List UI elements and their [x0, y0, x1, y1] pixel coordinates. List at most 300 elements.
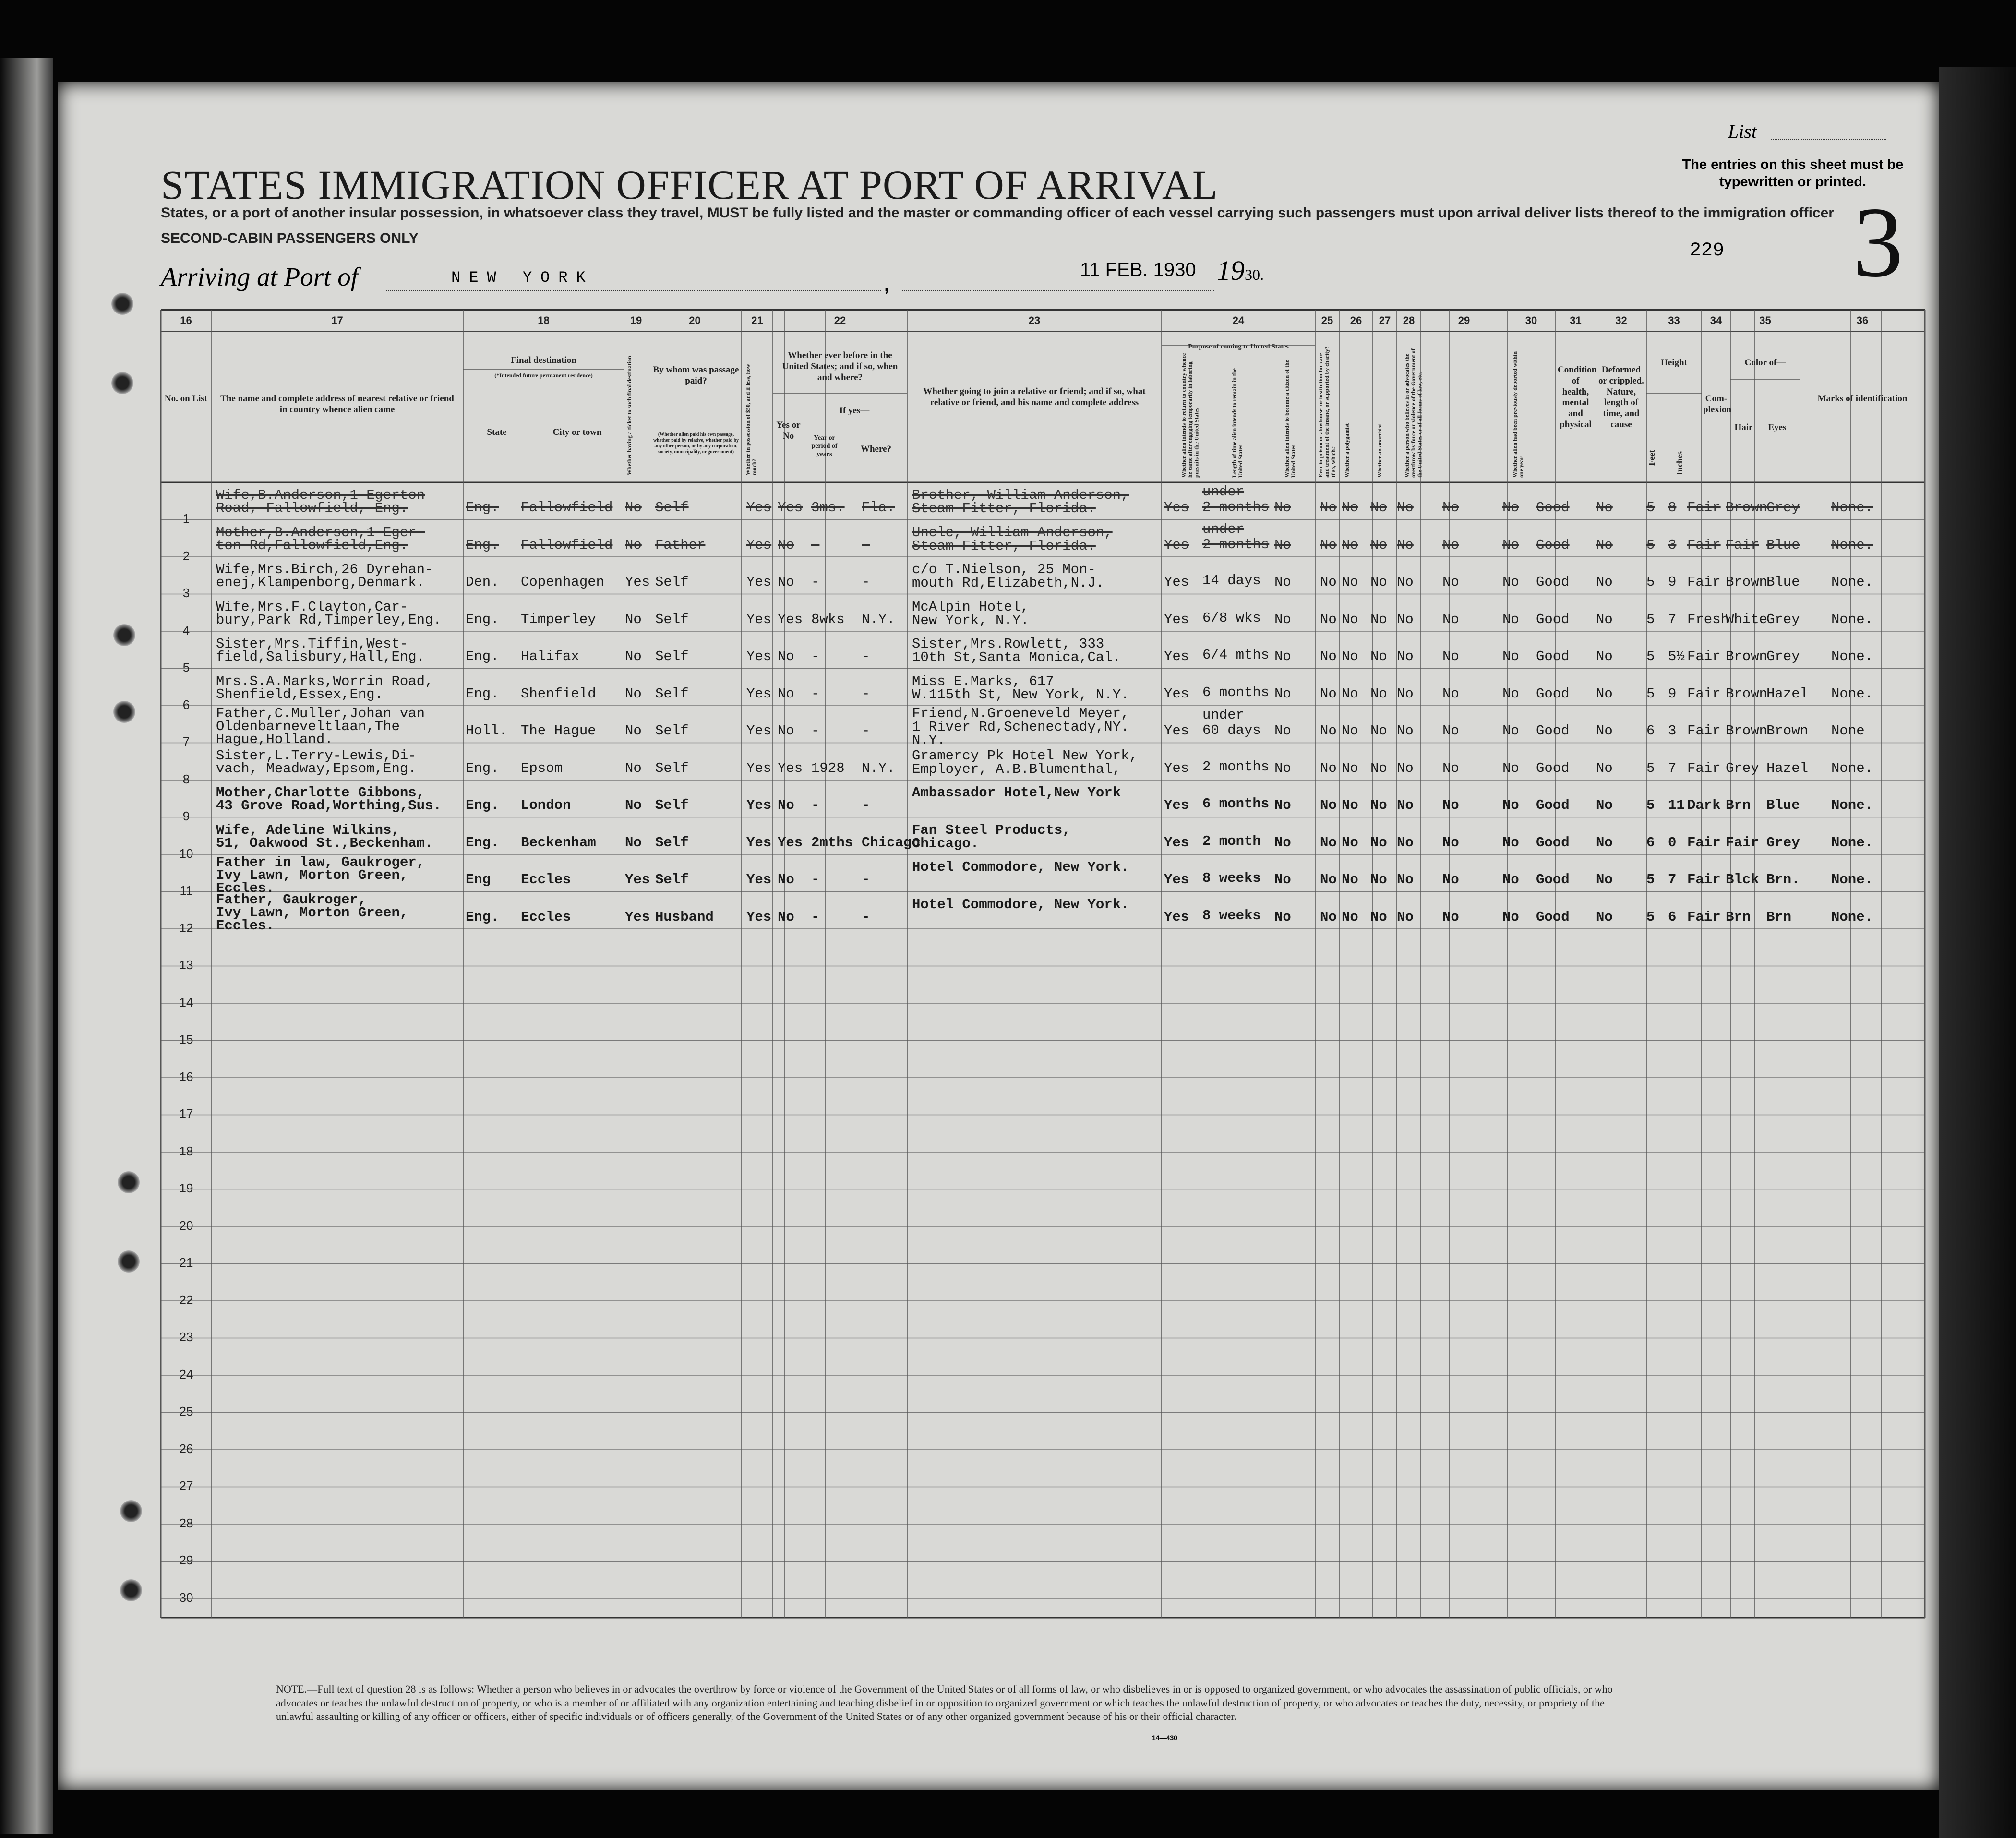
cell-before: No — [778, 723, 794, 739]
length-of-stay: 2 month — [1202, 833, 1261, 849]
row-number: 25 — [179, 1404, 193, 1418]
cell-complexion: Fair — [1687, 537, 1721, 553]
length-of-stay: 2 months — [1202, 499, 1270, 515]
cell-polygamist: No — [1342, 909, 1358, 925]
cell-citizen: No — [1274, 797, 1291, 813]
relative-line: Mother,Charlotte Gibbons, — [216, 785, 425, 801]
cell-inches: 7 — [1668, 872, 1677, 888]
cell-inches: 3 — [1668, 723, 1677, 739]
cell-coming: No — [1442, 537, 1459, 553]
cell-where: N.Y. — [862, 611, 895, 627]
length-of-stay: 8 weeks — [1202, 907, 1261, 924]
header-if-yes: If yes— — [839, 406, 870, 416]
cell-overthrow: No — [1397, 611, 1414, 627]
length-of-stay: 2 months — [1202, 758, 1270, 775]
cell-complexion: Fair — [1687, 872, 1721, 888]
row-number: 15 — [179, 1032, 193, 1046]
cell-polygamist: No — [1342, 574, 1358, 590]
list-note: The entries on this sheet must be typewritten or printed. — [1682, 157, 1904, 190]
cell-purpose: Yes — [1164, 500, 1189, 516]
header-instructions: States, or a port of another insular possession, in whatsoever class they travel, MUST be fully listed and the master or commanding officer of each vessel carrying such passengers must upon arrival deliver lists thereof to the immigration officer — [161, 205, 1834, 221]
relative-line: Road, Fallowfield, Eng. — [216, 500, 408, 516]
cell-anarchist: No — [1370, 834, 1387, 851]
cell-years: 8wks — [811, 611, 845, 627]
cell-marks: None. — [1831, 649, 1873, 664]
cell-coming: No — [1442, 685, 1459, 702]
list-label: List — [1728, 120, 1757, 142]
cell-health: Good — [1536, 723, 1570, 739]
cell-complexion: Fair — [1687, 685, 1721, 702]
cell-health: Good — [1536, 649, 1570, 664]
cell-anarchist: No — [1370, 537, 1387, 553]
cell-state: Eng. — [466, 649, 499, 664]
join-line: Friend,N.Groeneveld Meyer, — [912, 706, 1129, 721]
cell-ticket: Yes — [625, 574, 650, 590]
join-line: McAlpin Hotel, — [912, 599, 1029, 615]
cell-polygamist: No — [1342, 685, 1358, 702]
row-number: 18 — [179, 1143, 193, 1158]
relative-line: Wife,B.Anderson,1 Egerton — [216, 487, 425, 503]
cell-anarchist: No — [1370, 500, 1387, 516]
cell-ticket: Yes — [625, 872, 650, 888]
header-where: Where? — [860, 444, 892, 454]
row-number: 2 — [182, 548, 190, 563]
relative-line: vach, Meadway,Epsom,Eng. — [216, 760, 417, 777]
column-number: 23 — [1028, 314, 1041, 326]
relative-line: Oldenbarneveltlaan,The — [216, 719, 400, 734]
cell-years: - — [811, 574, 820, 590]
cell-marks: None. — [1831, 872, 1873, 888]
row-number: 21 — [179, 1255, 193, 1270]
cell-prison: No — [1320, 760, 1337, 776]
cell-city: The Hague — [521, 723, 596, 739]
cell-citizen: No — [1274, 574, 1291, 590]
cell-state: Eng. — [466, 760, 499, 776]
header-ticket: Whether having a ticket to such final destination — [626, 356, 633, 475]
footer-note: NOTE.—Full text of question 28 is as follows: Whether a person who believes in or advocates the overthrow by force or violence of the Government of the United States or of all forms of law, or who disbelieves in or is opposed to organized government, or who advocates the assassination of public officials, or who advocates or teaches the unlawful destruction of property, or who is a member of or affiliated with any organization entertaining and teaching disbelief in or opposition to organized government or which teaches the unlawful destruction of property, or who advocates or teaches the duty, necessity, or propriety of the unlawful assaulting or killing of any officer or officers, either of specific individuals or of officers generally, of the Government of the United States or of any other organized government because of his or their official character. — [276, 1683, 1613, 1723]
cell-years: 1928 — [811, 760, 845, 776]
cell-state: Eng. — [466, 500, 499, 516]
cell-complexion: Fair — [1687, 909, 1721, 925]
cell-deported: No — [1502, 574, 1519, 590]
cell-possession: Yes — [746, 611, 772, 627]
cell-years: - — [811, 723, 820, 739]
cell-anarchist: No — [1370, 760, 1387, 776]
cell-inches: 7 — [1668, 760, 1677, 776]
cell-years: - — [811, 537, 820, 553]
cell-paid: Self — [655, 723, 689, 739]
cell-prison: No — [1320, 685, 1337, 702]
cell-feet: 5 — [1646, 760, 1655, 776]
join-line: c/o T.Nielson, 25 Mon- — [912, 562, 1096, 577]
row-number: 17 — [179, 1106, 193, 1121]
cell-paid: Self — [655, 760, 689, 776]
cell-hair: Brown — [1726, 723, 1768, 739]
cell-hair: Brown — [1726, 500, 1768, 516]
cell-citizen: No — [1274, 909, 1291, 925]
cell-purpose: Yes — [1164, 909, 1189, 925]
cell-hair: Fair — [1726, 537, 1759, 553]
cell-anarchist: No — [1370, 909, 1387, 925]
page-title: STATES IMMIGRATION OFFICER AT PORT OF ARRIVAL — [161, 162, 1218, 208]
cell-deported: No — [1502, 909, 1519, 925]
cell-purpose: Yes — [1164, 537, 1189, 553]
cell-before: No — [778, 685, 794, 702]
join-line: Brother, William Anderson, — [912, 487, 1129, 503]
cell-marks: None. — [1831, 797, 1873, 813]
cell-state: Eng — [466, 872, 491, 888]
cell-marks: None. — [1831, 611, 1873, 627]
cell-complexion: Fair — [1687, 500, 1721, 516]
cell-feet: 5 — [1646, 872, 1655, 888]
cell-where: - — [862, 574, 870, 590]
column-number: 25 — [1321, 314, 1333, 326]
header-health: Condition of health, mental and physical — [1558, 365, 1597, 430]
cell-hair: Blck — [1726, 872, 1759, 888]
cell-eyes: Grey — [1766, 834, 1800, 851]
cell-city: Fallowfield — [521, 537, 613, 553]
cell-eyes: Grey — [1766, 611, 1800, 627]
header-marks: Marks of identification — [1817, 394, 1908, 404]
cell-health: Good — [1536, 500, 1570, 516]
relative-line: 43 Grove Road,Worthing,Sus. — [216, 798, 442, 814]
row-number: 16 — [179, 1069, 193, 1084]
cell-purpose: Yes — [1164, 834, 1189, 851]
cell-complexion: Fresh — [1687, 611, 1729, 627]
cell-state: Eng. — [466, 797, 499, 813]
cell-deformed: No — [1596, 537, 1613, 553]
cell-paid: Husband — [655, 909, 714, 925]
cell-prison: No — [1320, 909, 1337, 925]
cell-prison: No — [1320, 649, 1337, 664]
cell-before: No — [778, 537, 794, 553]
cell-inches: 7 — [1668, 611, 1677, 627]
column-number: 31 — [1570, 314, 1582, 326]
cell-polygamist: No — [1342, 649, 1358, 664]
column-number: 24 — [1232, 314, 1245, 326]
cell-feet: 5 — [1646, 797, 1655, 813]
cell-state: Eng. — [466, 537, 499, 553]
cell-eyes: Blue — [1766, 537, 1800, 553]
cell-anarchist: No — [1370, 872, 1387, 888]
cell-where: - — [862, 537, 870, 553]
cell-complexion: Fair — [1687, 649, 1721, 664]
cell-state: Eng. — [466, 611, 499, 627]
cell-possession: Yes — [746, 649, 772, 664]
cell-hair: Brown — [1726, 649, 1768, 664]
column-number: 18 — [538, 314, 550, 326]
cell-marks: None. — [1831, 760, 1873, 776]
cell-deported: No — [1502, 834, 1519, 851]
cell-complexion: Fair — [1687, 760, 1721, 776]
cell-anarchist: No — [1370, 685, 1387, 702]
cell-inches: 0 — [1668, 834, 1677, 851]
cell-polygamist: No — [1342, 834, 1358, 851]
cell-years: 2mths — [811, 834, 853, 851]
cell-years: - — [811, 649, 820, 664]
cell-overthrow: No — [1397, 537, 1414, 553]
relative-line: Ivy Lawn, Morton Green, — [216, 867, 408, 883]
cell-possession: Yes — [746, 537, 772, 553]
length-of-stay: 2 months — [1202, 536, 1270, 553]
row-number: 14 — [179, 995, 193, 1009]
cell-where: - — [862, 723, 870, 739]
cell-state: Holl. — [466, 723, 508, 739]
cell-health: Good — [1536, 685, 1570, 702]
row-number: 29 — [179, 1553, 193, 1567]
cell-before: No — [778, 872, 794, 888]
cell-before: Yes — [778, 500, 803, 516]
year-prefix: 19 — [1217, 255, 1245, 286]
comma: , — [883, 269, 890, 296]
row-number: 27 — [179, 1478, 193, 1493]
cell-citizen: No — [1274, 760, 1291, 776]
cell-possession: Yes — [746, 685, 772, 702]
join-line: 1 River Rd,Schenectady,NY. — [912, 719, 1129, 735]
cell-deformed: No — [1596, 834, 1613, 851]
header-question — [1438, 346, 1461, 478]
cell-marks: None. — [1831, 834, 1873, 851]
cell-coming: No — [1442, 500, 1459, 516]
length-of-stay: 60 days — [1202, 722, 1261, 738]
cell-inches: 9 — [1668, 685, 1677, 702]
cell-inches: 11 — [1668, 797, 1685, 813]
cell-paid: Self — [655, 685, 689, 702]
cell-feet: 6 — [1646, 834, 1655, 851]
cell-deported: No — [1502, 649, 1519, 664]
cell-coming: No — [1442, 872, 1459, 888]
cell-polygamist: No — [1342, 760, 1358, 776]
cell-coming: No — [1442, 611, 1459, 627]
join-line: Fan Steel Products, — [912, 822, 1071, 838]
cell-prison: No — [1320, 537, 1337, 553]
cell-anarchist: No — [1370, 723, 1387, 739]
header-height: Height — [1661, 358, 1687, 368]
cell-prison: No — [1320, 797, 1337, 813]
cell-purpose: Yes — [1164, 797, 1189, 813]
row-number: 1 — [182, 511, 190, 526]
cell-deported: No — [1502, 797, 1519, 813]
cell-ticket: No — [625, 537, 642, 553]
cell-anarchist: No — [1370, 797, 1387, 813]
cell-marks: None. — [1831, 537, 1873, 553]
row-number: 23 — [179, 1330, 193, 1344]
column-number: 29 — [1458, 314, 1470, 326]
cell-overthrow: No — [1397, 797, 1414, 813]
cell-polygamist: No — [1342, 723, 1358, 739]
cell-coming: No — [1442, 760, 1459, 776]
cell-deported: No — [1502, 760, 1519, 776]
cell-deformed: No — [1596, 611, 1613, 627]
column-number: 32 — [1615, 314, 1627, 326]
cell-citizen: No — [1274, 500, 1291, 516]
cell-before: No — [778, 574, 794, 590]
cell-eyes: Grey — [1766, 649, 1800, 664]
cell-state: Den. — [466, 574, 499, 590]
row-number: 10 — [179, 846, 193, 861]
cell-where: N.Y. — [862, 760, 895, 776]
cell-feet: 5 — [1646, 909, 1655, 925]
cell-paid: Self — [655, 500, 689, 516]
cell-complexion: Fair — [1687, 834, 1721, 851]
header-color-of: Color of— — [1744, 358, 1786, 368]
cell-paid: Self — [655, 611, 689, 627]
cell-where: - — [862, 909, 870, 925]
cell-purpose: Yes — [1164, 872, 1189, 888]
cell-possession: Yes — [746, 760, 772, 776]
cell-health: Good — [1536, 574, 1570, 590]
cell-deported: No — [1502, 872, 1519, 888]
cell-coming: No — [1442, 649, 1459, 664]
cell-overthrow: No — [1397, 872, 1414, 888]
join-line: 10th St,Santa Monica,Cal. — [912, 649, 1121, 665]
cell-ticket: No — [625, 611, 642, 627]
row-number: 24 — [179, 1367, 193, 1382]
join-line: Chicago. — [912, 835, 979, 852]
cell-paid: Self — [655, 834, 689, 851]
cell-where: - — [862, 685, 870, 702]
cell-before: Yes — [778, 611, 803, 627]
join-line: New York, N.Y. — [912, 612, 1029, 628]
cell-marks: None. — [1831, 500, 1873, 516]
cell-inches: 9 — [1668, 574, 1677, 590]
cell-before: Yes — [778, 834, 803, 851]
cell-coming: No — [1442, 574, 1459, 590]
column-number: 22 — [834, 314, 846, 326]
cell-overthrow: No — [1397, 500, 1414, 516]
cell-deformed: No — [1596, 685, 1613, 702]
cell-marks: None — [1831, 723, 1865, 739]
relative-line: Father,C.Muller,Johan van — [216, 706, 425, 721]
port-value: NEW YORK — [451, 269, 594, 287]
passenger-class: SECOND-CABIN PASSENGERS ONLY — [161, 230, 419, 246]
cell-overthrow: No — [1397, 649, 1414, 664]
cell-city: London — [521, 797, 571, 813]
cell-feet: 5 — [1646, 500, 1655, 516]
header-eyes: Eyes — [1768, 422, 1787, 432]
row-number: 6 — [182, 697, 190, 712]
row-number: 19 — [179, 1181, 193, 1195]
cell-polygamist: No — [1342, 500, 1358, 516]
cell-hair: White — [1726, 611, 1768, 627]
header-before-us: Whether ever before in the United States; and if so, when and where? — [782, 350, 898, 383]
cell-citizen: No — [1274, 649, 1291, 664]
cell-health: Good — [1536, 797, 1570, 813]
column-number: 28 — [1403, 314, 1415, 326]
cell-deported: No — [1502, 500, 1519, 516]
column-number: 20 — [689, 314, 701, 326]
header-possession: Whether in possession of $50, and if less, how much? — [744, 364, 758, 475]
row-number: 3 — [182, 586, 190, 600]
join-line: Sister,Mrs.Rowlett, 333 — [912, 636, 1104, 652]
cell-ticket: No — [625, 760, 642, 776]
cell-before: No — [778, 909, 794, 925]
cell-before: Yes — [778, 760, 803, 776]
cell-feet: 5 — [1646, 537, 1655, 553]
header-question: Whether a polygamist — [1344, 423, 1350, 478]
length-of-stay: 14 days — [1202, 573, 1261, 589]
header-yes-no: Yes or No — [776, 420, 801, 441]
cell-deported: No — [1502, 723, 1519, 739]
header-join-relative: Whether going to join a relative or friend; and if so, what relative or friend, and his name and complete address — [923, 386, 1146, 408]
cell-possession: Yes — [746, 574, 772, 590]
relative-line: Hague,Holland. — [216, 732, 333, 747]
cell-where: - — [862, 872, 870, 888]
cell-citizen: No — [1274, 834, 1291, 851]
cell-anarchist: No — [1370, 649, 1387, 664]
cell-deformed: No — [1596, 797, 1613, 813]
cell-complexion: Fair — [1687, 574, 1721, 590]
column-number: 36 — [1856, 314, 1869, 326]
cell-hair: Brn — [1726, 797, 1751, 813]
header-purpose: Purpose of coming to United States — [1188, 343, 1289, 350]
page-code: 229 — [1690, 240, 1725, 262]
cell-deformed: No — [1596, 909, 1613, 925]
header-city: City or town — [552, 427, 602, 437]
date-stamp: 11 FEB. 1930 — [1080, 259, 1196, 280]
cell-coming: No — [1442, 797, 1459, 813]
cell-hair: Brown — [1726, 574, 1768, 590]
cell-health: Good — [1536, 760, 1570, 776]
cell-where: Fla. — [862, 500, 895, 516]
cell-coming: No — [1442, 909, 1459, 925]
relative-line: Sister,L.Terry-Lewis,Di- — [216, 747, 417, 764]
header-final-destination: Final destination — [511, 355, 576, 365]
column-number: 33 — [1668, 314, 1680, 326]
cell-hair: Fair — [1726, 834, 1759, 851]
cell-health: Good — [1536, 909, 1570, 925]
cell-where: - — [862, 797, 870, 813]
relative-line: Eccles. — [216, 917, 275, 934]
header-purpose-sub: Length of time alien intends to remain in the United States — [1231, 368, 1244, 478]
row-number: 28 — [179, 1515, 193, 1530]
cell-polygamist: No — [1342, 537, 1358, 553]
cell-city: Epsom — [521, 760, 563, 776]
cell-complexion: Dark — [1687, 797, 1721, 813]
cell-eyes: Grey — [1766, 500, 1800, 516]
relative-line: bury,Park Rd,Timperley,Eng. — [216, 612, 442, 628]
length-of-stay: 6/8 wks — [1202, 610, 1261, 626]
cell-eyes: Brown — [1766, 723, 1809, 739]
arriving-label: Arriving at Port of — [161, 262, 358, 291]
join-line: Steam Fitter, Florida. — [912, 538, 1096, 554]
year-suffix: 30. — [1245, 266, 1264, 283]
header-no-on-list: No. on List — [164, 394, 208, 404]
cell-purpose: Yes — [1164, 649, 1189, 664]
relative-line: Mrs.S.A.Marks,Worrin Road, — [216, 673, 433, 689]
row-number: 5 — [182, 660, 190, 674]
header-passage: By whom was passage paid? — [653, 365, 739, 386]
cell-ticket: No — [625, 797, 642, 813]
cell-purpose: Yes — [1164, 760, 1189, 776]
header-year-period: Year or period of years — [811, 434, 838, 458]
cell-city: Eccles — [521, 872, 571, 888]
cell-eyes: Hazel — [1766, 685, 1809, 702]
relative-line: Father, Gaukroger, — [216, 891, 367, 908]
cell-citizen: No — [1274, 611, 1291, 627]
cell-possession: Yes — [746, 909, 772, 925]
column-number: 30 — [1525, 314, 1537, 326]
cell-city: Timperley — [521, 611, 596, 627]
cell-inches: 3 — [1668, 537, 1677, 553]
row-number: 8 — [182, 771, 190, 786]
join-line: Uncle, William Anderson, — [912, 524, 1113, 541]
cell-eyes: Hazel — [1766, 760, 1809, 776]
header-nearest-relative: The name and complete address of nearest relative or friend in country whence alien came — [220, 394, 454, 415]
header-feet: Feet — [1647, 450, 1656, 466]
row-number: 26 — [179, 1441, 193, 1456]
join-line: N.Y. — [912, 733, 946, 748]
